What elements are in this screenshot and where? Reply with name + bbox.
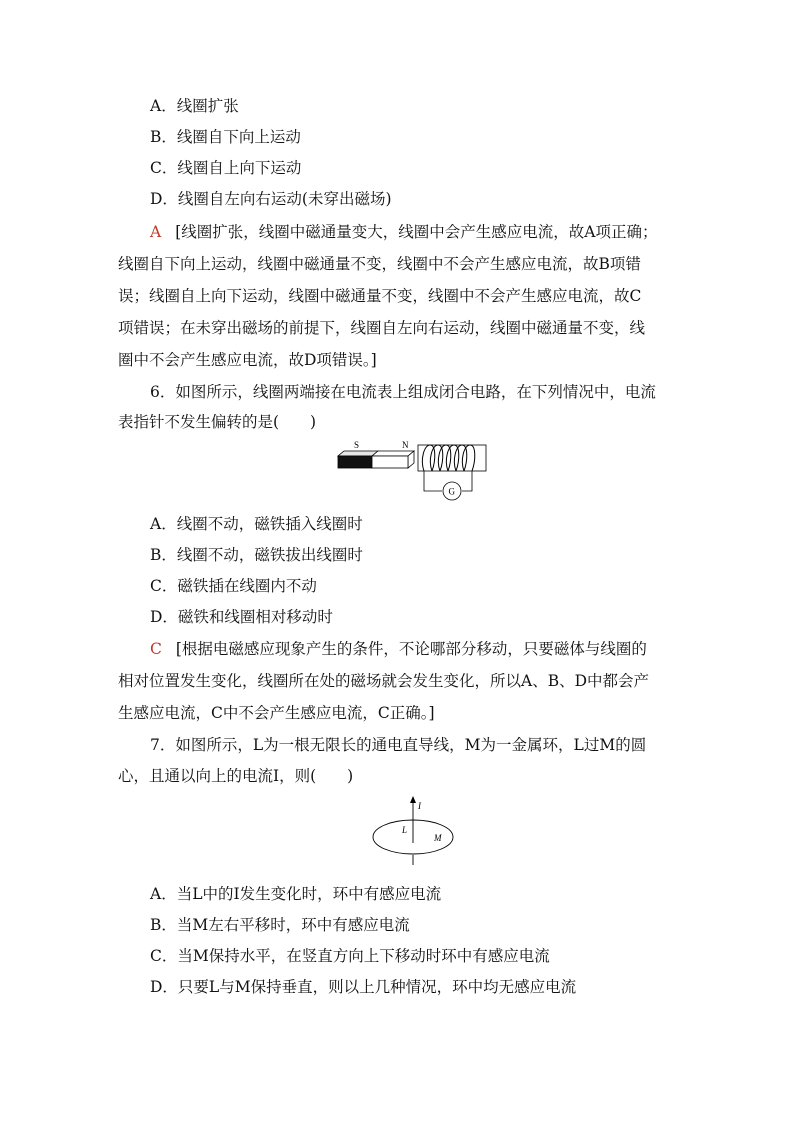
wire-label: L xyxy=(402,825,408,835)
q6-stem-1: 表指针不发生偏转的是( ) xyxy=(118,413,317,431)
current-label: I xyxy=(418,801,421,811)
q7-option-c: C．当M保持水平，在竖直方向上下移动时环中有感应电流 xyxy=(150,947,550,965)
q7-option-a: A．当L中的I发生变化时，环中有感应电流 xyxy=(150,885,442,903)
magnet-s-label: S xyxy=(354,440,360,450)
magnet-s-pole xyxy=(338,456,372,468)
q7-stem-0: 7．如图所示，L为一根无限长的通电直导线，M为一金属环，L过M的圆 xyxy=(150,736,647,754)
q6-option-a: A．线圈不动，磁铁插入线圈时 xyxy=(150,515,363,533)
q6-option-d: D．磁铁和线圈相对移动时 xyxy=(150,608,333,626)
q7-option-b: B．当M左右平移时，环中有感应电流 xyxy=(150,916,410,934)
q6-answer-line xyxy=(150,639,710,659)
galvanometer-label: G xyxy=(448,486,455,497)
q6-option-c: C．磁铁插在线圈内不动 xyxy=(150,577,317,595)
q7-figure-wire-ring xyxy=(366,795,462,867)
q5-explanation-0: [线圈扩张，线圈中磁通量变大，线圈中会产生感应电流，故A项正确； xyxy=(175,223,658,241)
q5-answer-line xyxy=(150,222,710,242)
q6-figure-magnet-coil xyxy=(332,438,492,504)
q5-explanation-1: 线圈自下向上运动，线圈中磁通量不变，线圈中不会产生感应电流，故B项错 xyxy=(118,255,641,273)
q5-option-c: C．线圈自上向下运动 xyxy=(150,159,302,177)
q5-answer-letter: A xyxy=(150,223,162,241)
q7-option-d: D．只要L与M保持垂直，则以上几种情况，环中均无感应电流 xyxy=(150,978,577,996)
q5-option-d: D．线圈自左向右运动(未穿出磁场) xyxy=(150,190,392,208)
magnet-n-label: N xyxy=(402,440,409,450)
q6-option-b: B．线圈不动，磁铁拔出线圈时 xyxy=(150,546,363,564)
q5-explanation-2: 误；线圈自上向下运动，线圈中磁通量不变，线圈中不会产生感应电流，故C xyxy=(118,287,642,305)
coil-frame xyxy=(418,445,486,471)
q6-explanation-1: 相对位置发生变化，线圈所在处的磁场就会发生变化，所以A、B、D中都会产 xyxy=(118,672,650,690)
q6-stem-0: 6．如图所示，线圈两端接在电流表上组成闭合电路，在下列情况中，电流 xyxy=(150,383,656,401)
q7-stem-1: 心，且通以向上的电流I，则( ) xyxy=(118,767,354,785)
magnet-n-pole xyxy=(372,456,408,468)
q5-explanation-4: 圈中不会产生感应电流，故D项错误。] xyxy=(118,351,377,369)
q5-option-a: A．线圈扩张 xyxy=(150,97,239,115)
current-arrow-icon xyxy=(410,796,416,803)
coil-turns xyxy=(422,445,474,471)
q6-answer-letter: C xyxy=(150,640,162,658)
ring-label: M xyxy=(434,833,442,843)
q5-option-b: B．线圈自下向上运动 xyxy=(150,128,301,146)
q5-explanation-3: 项错误；在未穿出磁场的前提下，线圈自左向右运动，线圈中磁通量不变，线 xyxy=(118,319,646,337)
q6-explanation-0: [根据电磁感应现象产生的条件，不论哪部分移动，只要磁体与线圈的 xyxy=(175,640,647,658)
q6-explanation-2: 生感应电流，C中不会产生感应电流，C正确。] xyxy=(118,704,435,722)
